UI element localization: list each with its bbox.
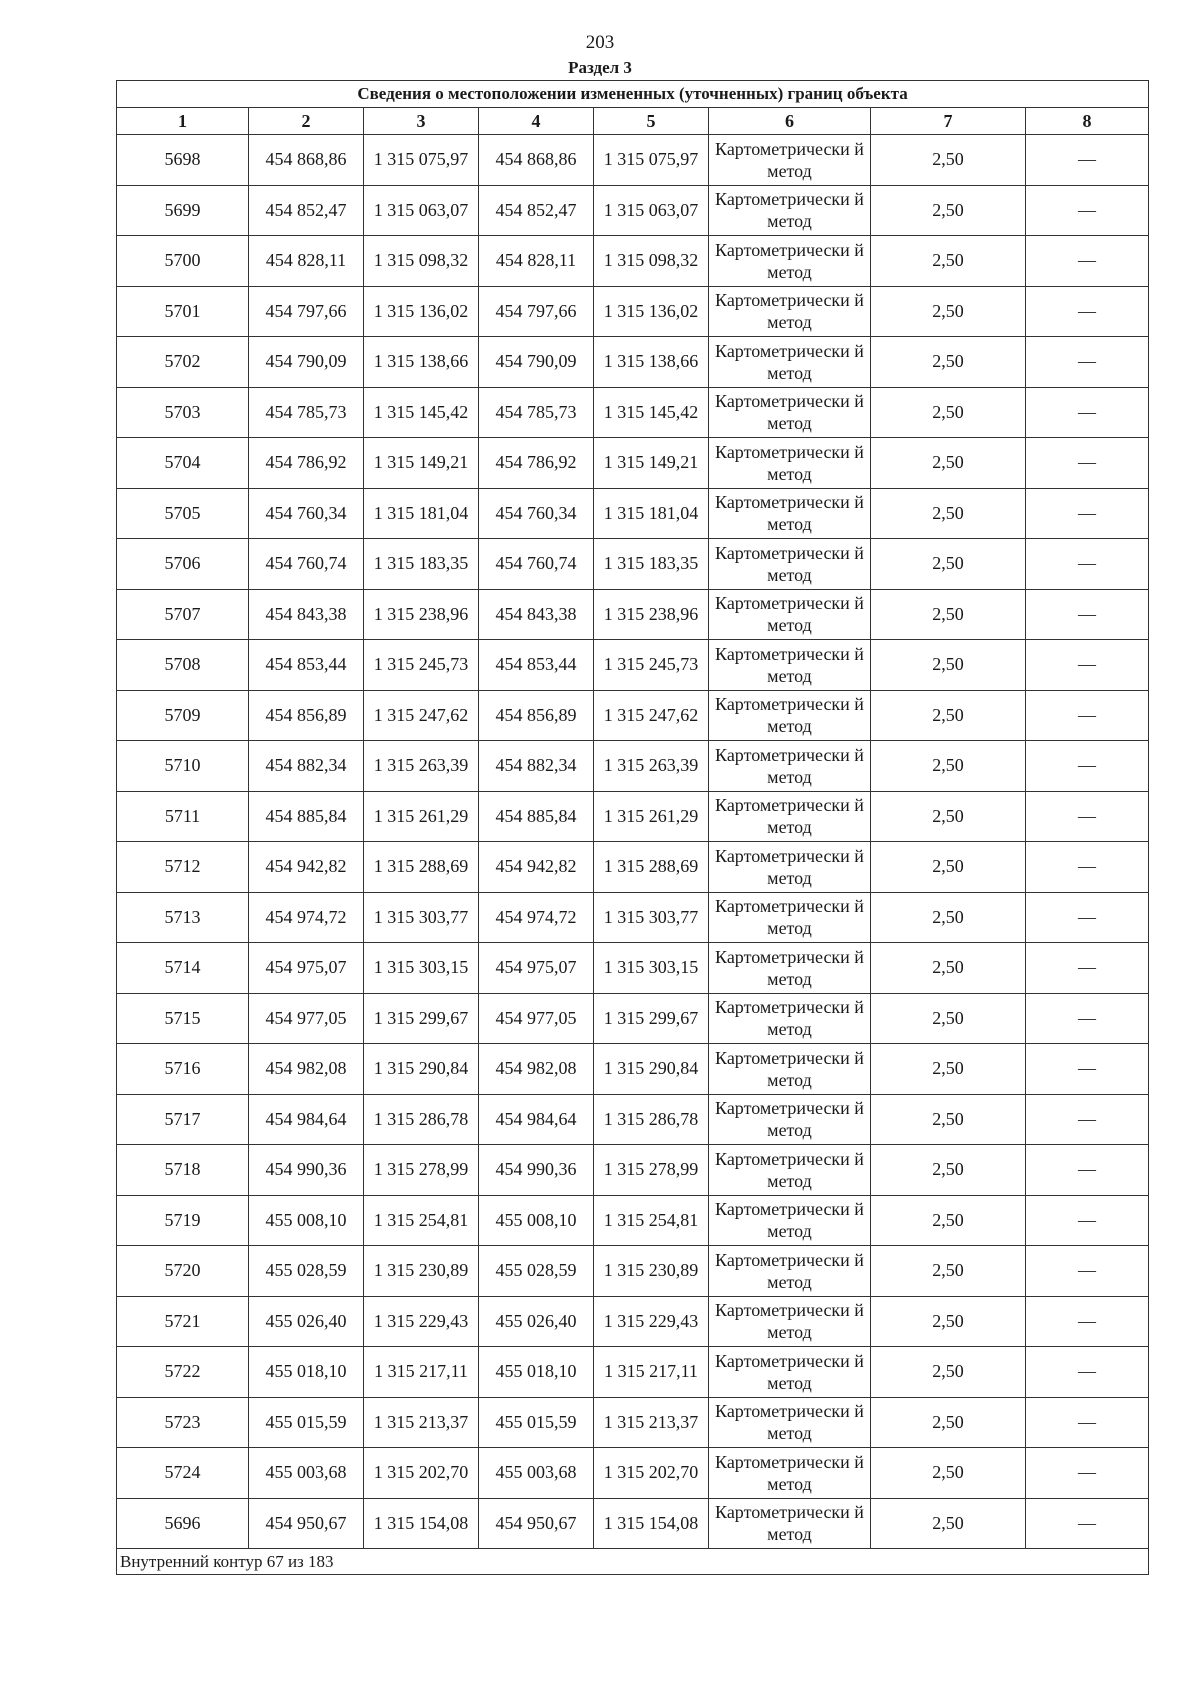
cell-accuracy: 2,50 [871, 286, 1026, 337]
cell-x-old: 455 026,40 [249, 1296, 364, 1347]
cell-y-old: 1 315 213,37 [364, 1397, 479, 1448]
cell-y-old: 1 315 149,21 [364, 438, 479, 489]
cell-description: — [1026, 943, 1149, 994]
cell-y-new: 1 315 202,70 [594, 1448, 709, 1499]
cell-point-number: 5710 [117, 741, 249, 792]
cell-y-new: 1 315 098,32 [594, 236, 709, 287]
cell-x-new: 454 942,82 [479, 842, 594, 893]
cell-y-old: 1 315 136,02 [364, 286, 479, 337]
cell-accuracy: 2,50 [871, 690, 1026, 741]
cell-description: — [1026, 1448, 1149, 1499]
cell-description: — [1026, 1145, 1149, 1196]
cell-x-new: 454 797,66 [479, 286, 594, 337]
cell-description: — [1026, 640, 1149, 691]
column-header: 5 [594, 108, 709, 135]
cell-description: — [1026, 1246, 1149, 1297]
cell-x-old: 454 790,09 [249, 337, 364, 388]
cell-description: — [1026, 488, 1149, 539]
cell-y-old: 1 315 154,08 [364, 1498, 479, 1549]
cell-point-number: 5721 [117, 1296, 249, 1347]
table-row [117, 438, 1149, 489]
coordinates-table [116, 80, 1149, 1575]
cell-accuracy: 2,50 [871, 993, 1026, 1044]
cell-method: Картометрически й метод [709, 842, 871, 893]
table-header-row [117, 108, 1149, 135]
cell-x-old: 454 828,11 [249, 236, 364, 287]
cell-point-number: 5718 [117, 1145, 249, 1196]
column-header: 8 [1026, 108, 1149, 135]
table-row [117, 1094, 1149, 1145]
cell-x-old: 455 008,10 [249, 1195, 364, 1246]
cell-x-old: 454 797,66 [249, 286, 364, 337]
cell-method: Картометрически й метод [709, 993, 871, 1044]
cell-point-number: 5704 [117, 438, 249, 489]
cell-x-old: 454 760,34 [249, 488, 364, 539]
cell-y-old: 1 315 303,77 [364, 892, 479, 943]
cell-description: — [1026, 791, 1149, 842]
cell-method: Картометрически й метод [709, 741, 871, 792]
cell-x-new: 455 008,10 [479, 1195, 594, 1246]
contour-note: Внутренний контур 67 из 183 [117, 1549, 1149, 1575]
cell-method: Картометрически й метод [709, 943, 871, 994]
cell-y-new: 1 315 288,69 [594, 842, 709, 893]
cell-y-old: 1 315 217,11 [364, 1347, 479, 1398]
cell-x-old: 454 975,07 [249, 943, 364, 994]
cell-point-number: 5706 [117, 539, 249, 590]
table-row [117, 589, 1149, 640]
cell-x-new: 454 868,86 [479, 135, 594, 186]
cell-x-old: 454 852,47 [249, 185, 364, 236]
cell-x-old: 454 882,34 [249, 741, 364, 792]
table-caption-row [117, 81, 1149, 108]
cell-point-number: 5702 [117, 337, 249, 388]
cell-description: — [1026, 1397, 1149, 1448]
cell-method: Картометрически й метод [709, 387, 871, 438]
column-header: 6 [709, 108, 871, 135]
cell-accuracy: 2,50 [871, 1498, 1026, 1549]
cell-method: Картометрически й метод [709, 185, 871, 236]
cell-accuracy: 2,50 [871, 791, 1026, 842]
cell-point-number: 5716 [117, 1044, 249, 1095]
cell-x-old: 455 015,59 [249, 1397, 364, 1448]
table-row [117, 337, 1149, 388]
cell-point-number: 5701 [117, 286, 249, 337]
cell-description: — [1026, 842, 1149, 893]
cell-method: Картометрически й метод [709, 1498, 871, 1549]
cell-method: Картометрически й метод [709, 1296, 871, 1347]
table-row [117, 943, 1149, 994]
cell-x-new: 454 990,36 [479, 1145, 594, 1196]
cell-point-number: 5708 [117, 640, 249, 691]
cell-y-old: 1 315 303,15 [364, 943, 479, 994]
cell-x-old: 455 018,10 [249, 1347, 364, 1398]
cell-description: — [1026, 337, 1149, 388]
cell-point-number: 5723 [117, 1397, 249, 1448]
cell-point-number: 5709 [117, 690, 249, 741]
cell-point-number: 5722 [117, 1347, 249, 1398]
cell-accuracy: 2,50 [871, 337, 1026, 388]
cell-x-new: 455 028,59 [479, 1246, 594, 1297]
cell-y-new: 1 315 230,89 [594, 1246, 709, 1297]
column-header: 4 [479, 108, 594, 135]
cell-x-new: 454 974,72 [479, 892, 594, 943]
cell-description: — [1026, 993, 1149, 1044]
table-row [117, 488, 1149, 539]
column-header: 2 [249, 108, 364, 135]
cell-x-new: 454 950,67 [479, 1498, 594, 1549]
cell-x-new: 454 982,08 [479, 1044, 594, 1095]
cell-x-old: 454 786,92 [249, 438, 364, 489]
cell-x-old: 454 950,67 [249, 1498, 364, 1549]
cell-y-old: 1 315 138,66 [364, 337, 479, 388]
cell-method: Картометрически й метод [709, 539, 871, 590]
cell-point-number: 5717 [117, 1094, 249, 1145]
cell-method: Картометрически й метод [709, 438, 871, 489]
cell-accuracy: 2,50 [871, 1448, 1026, 1499]
cell-accuracy: 2,50 [871, 589, 1026, 640]
cell-y-new: 1 315 245,73 [594, 640, 709, 691]
cell-y-new: 1 315 299,67 [594, 993, 709, 1044]
cell-y-old: 1 315 261,29 [364, 791, 479, 842]
cell-x-new: 454 785,73 [479, 387, 594, 438]
table-row [117, 842, 1149, 893]
cell-description: — [1026, 438, 1149, 489]
cell-accuracy: 2,50 [871, 1397, 1026, 1448]
table-row [117, 1195, 1149, 1246]
page-number: 203 [585, 32, 615, 53]
cell-accuracy: 2,50 [871, 135, 1026, 186]
column-header: 3 [364, 108, 479, 135]
cell-point-number: 5724 [117, 1448, 249, 1499]
cell-y-old: 1 315 230,89 [364, 1246, 479, 1297]
cell-method: Картометрически й метод [709, 1246, 871, 1297]
cell-method: Картометрически й метод [709, 690, 871, 741]
cell-accuracy: 2,50 [871, 640, 1026, 691]
cell-y-old: 1 315 263,39 [364, 741, 479, 792]
table-row [117, 640, 1149, 691]
cell-x-new: 455 003,68 [479, 1448, 594, 1499]
cell-y-new: 1 315 286,78 [594, 1094, 709, 1145]
cell-x-old: 454 785,73 [249, 387, 364, 438]
cell-y-old: 1 315 202,70 [364, 1448, 479, 1499]
cell-x-new: 454 856,89 [479, 690, 594, 741]
cell-y-new: 1 315 075,97 [594, 135, 709, 186]
cell-method: Картометрически й метод [709, 892, 871, 943]
cell-y-old: 1 315 145,42 [364, 387, 479, 438]
cell-x-old: 454 984,64 [249, 1094, 364, 1145]
cell-point-number: 5698 [117, 135, 249, 186]
cell-description: — [1026, 539, 1149, 590]
cell-description: — [1026, 741, 1149, 792]
cell-method: Картометрически й метод [709, 337, 871, 388]
table-row [117, 1246, 1149, 1297]
cell-y-old: 1 315 290,84 [364, 1044, 479, 1095]
cell-description: — [1026, 185, 1149, 236]
table-caption: Сведения о местоположении измененных (уточненных) границ объекта [117, 81, 1149, 108]
cell-x-old: 454 760,74 [249, 539, 364, 590]
cell-point-number: 5696 [117, 1498, 249, 1549]
cell-x-new: 454 843,38 [479, 589, 594, 640]
table-row [117, 1044, 1149, 1095]
cell-accuracy: 2,50 [871, 892, 1026, 943]
cell-accuracy: 2,50 [871, 1195, 1026, 1246]
cell-y-new: 1 315 278,99 [594, 1145, 709, 1196]
cell-y-old: 1 315 286,78 [364, 1094, 479, 1145]
table-row [117, 236, 1149, 287]
cell-y-new: 1 315 263,39 [594, 741, 709, 792]
cell-x-old: 454 868,86 [249, 135, 364, 186]
cell-y-old: 1 315 278,99 [364, 1145, 479, 1196]
cell-x-new: 455 026,40 [479, 1296, 594, 1347]
cell-y-new: 1 315 063,07 [594, 185, 709, 236]
cell-accuracy: 2,50 [871, 539, 1026, 590]
cell-point-number: 5714 [117, 943, 249, 994]
table-row [117, 741, 1149, 792]
cell-y-new: 1 315 154,08 [594, 1498, 709, 1549]
cell-x-old: 454 977,05 [249, 993, 364, 1044]
cell-y-old: 1 315 183,35 [364, 539, 479, 590]
table-row [117, 1498, 1149, 1549]
cell-method: Картометрически й метод [709, 135, 871, 186]
cell-description: — [1026, 387, 1149, 438]
table-row [117, 1397, 1149, 1448]
table-row [117, 539, 1149, 590]
cell-description: — [1026, 286, 1149, 337]
cell-point-number: 5711 [117, 791, 249, 842]
cell-accuracy: 2,50 [871, 387, 1026, 438]
cell-x-old: 454 990,36 [249, 1145, 364, 1196]
cell-y-old: 1 315 181,04 [364, 488, 479, 539]
cell-y-new: 1 315 254,81 [594, 1195, 709, 1246]
cell-method: Картометрически й метод [709, 640, 871, 691]
cell-x-new: 454 852,47 [479, 185, 594, 236]
cell-method: Картометрически й метод [709, 236, 871, 287]
table-row [117, 135, 1149, 186]
cell-accuracy: 2,50 [871, 1246, 1026, 1297]
cell-y-new: 1 315 181,04 [594, 488, 709, 539]
cell-y-new: 1 315 145,42 [594, 387, 709, 438]
cell-point-number: 5720 [117, 1246, 249, 1297]
cell-description: — [1026, 1195, 1149, 1246]
cell-x-old: 454 885,84 [249, 791, 364, 842]
cell-y-new: 1 315 136,02 [594, 286, 709, 337]
table-row [117, 993, 1149, 1044]
cell-y-new: 1 315 290,84 [594, 1044, 709, 1095]
cell-point-number: 5713 [117, 892, 249, 943]
cell-description: — [1026, 135, 1149, 186]
table-row [117, 1145, 1149, 1196]
cell-x-new: 454 977,05 [479, 993, 594, 1044]
cell-y-new: 1 315 303,77 [594, 892, 709, 943]
cell-accuracy: 2,50 [871, 943, 1026, 994]
cell-accuracy: 2,50 [871, 236, 1026, 287]
cell-y-old: 1 315 245,73 [364, 640, 479, 691]
cell-accuracy: 2,50 [871, 1044, 1026, 1095]
cell-y-new: 1 315 183,35 [594, 539, 709, 590]
cell-x-new: 454 828,11 [479, 236, 594, 287]
table-row [117, 387, 1149, 438]
cell-y-new: 1 315 213,37 [594, 1397, 709, 1448]
column-header: 7 [871, 108, 1026, 135]
cell-description: — [1026, 690, 1149, 741]
cell-accuracy: 2,50 [871, 741, 1026, 792]
cell-x-new: 454 975,07 [479, 943, 594, 994]
cell-accuracy: 2,50 [871, 1296, 1026, 1347]
table-footer-row [117, 1549, 1149, 1575]
cell-y-old: 1 315 299,67 [364, 993, 479, 1044]
table-row [117, 690, 1149, 741]
cell-description: — [1026, 1044, 1149, 1095]
cell-accuracy: 2,50 [871, 842, 1026, 893]
cell-description: — [1026, 236, 1149, 287]
cell-description: — [1026, 1094, 1149, 1145]
cell-x-old: 454 982,08 [249, 1044, 364, 1095]
cell-x-new: 454 760,34 [479, 488, 594, 539]
cell-accuracy: 2,50 [871, 1145, 1026, 1196]
cell-point-number: 5707 [117, 589, 249, 640]
cell-point-number: 5705 [117, 488, 249, 539]
table-row [117, 286, 1149, 337]
cell-description: — [1026, 1296, 1149, 1347]
cell-x-old: 455 003,68 [249, 1448, 364, 1499]
table-row [117, 1347, 1149, 1398]
cell-point-number: 5712 [117, 842, 249, 893]
cell-x-old: 454 843,38 [249, 589, 364, 640]
cell-y-old: 1 315 229,43 [364, 1296, 479, 1347]
cell-method: Картометрически й метод [709, 791, 871, 842]
cell-point-number: 5700 [117, 236, 249, 287]
cell-method: Картометрически й метод [709, 1145, 871, 1196]
cell-x-new: 454 885,84 [479, 791, 594, 842]
cell-point-number: 5699 [117, 185, 249, 236]
cell-y-new: 1 315 138,66 [594, 337, 709, 388]
cell-y-new: 1 315 261,29 [594, 791, 709, 842]
cell-x-new: 454 984,64 [479, 1094, 594, 1145]
cell-x-old: 454 974,72 [249, 892, 364, 943]
cell-accuracy: 2,50 [871, 488, 1026, 539]
cell-x-new: 454 853,44 [479, 640, 594, 691]
cell-x-old: 454 856,89 [249, 690, 364, 741]
column-header: 1 [117, 108, 249, 135]
cell-accuracy: 2,50 [871, 1094, 1026, 1145]
cell-description: — [1026, 892, 1149, 943]
table-row [117, 892, 1149, 943]
cell-y-new: 1 315 229,43 [594, 1296, 709, 1347]
table-row [117, 185, 1149, 236]
cell-x-old: 455 028,59 [249, 1246, 364, 1297]
cell-method: Картометрически й метод [709, 1044, 871, 1095]
cell-accuracy: 2,50 [871, 185, 1026, 236]
cell-description: — [1026, 1498, 1149, 1549]
cell-y-old: 1 315 288,69 [364, 842, 479, 893]
cell-accuracy: 2,50 [871, 438, 1026, 489]
section-title: Раздел 3 [568, 58, 632, 77]
cell-y-new: 1 315 303,15 [594, 943, 709, 994]
table-row [117, 1296, 1149, 1347]
cell-method: Картометрически й метод [709, 1094, 871, 1145]
cell-y-old: 1 315 247,62 [364, 690, 479, 741]
cell-y-new: 1 315 238,96 [594, 589, 709, 640]
cell-x-new: 454 760,74 [479, 539, 594, 590]
cell-y-new: 1 315 217,11 [594, 1347, 709, 1398]
cell-x-new: 454 790,09 [479, 337, 594, 388]
table-row [117, 1448, 1149, 1499]
cell-accuracy: 2,50 [871, 1347, 1026, 1398]
cell-x-new: 455 018,10 [479, 1347, 594, 1398]
cell-method: Картометрически й метод [709, 1448, 871, 1499]
cell-method: Картометрически й метод [709, 1195, 871, 1246]
cell-method: Картометрически й метод [709, 286, 871, 337]
cell-x-old: 454 942,82 [249, 842, 364, 893]
cell-y-old: 1 315 254,81 [364, 1195, 479, 1246]
cell-method: Картометрически й метод [709, 589, 871, 640]
table-row [117, 791, 1149, 842]
cell-point-number: 5703 [117, 387, 249, 438]
cell-description: — [1026, 1347, 1149, 1398]
cell-y-old: 1 315 098,32 [364, 236, 479, 287]
cell-method: Картометрически й метод [709, 1347, 871, 1398]
cell-x-new: 454 786,92 [479, 438, 594, 489]
cell-x-new: 454 882,34 [479, 741, 594, 792]
cell-point-number: 5719 [117, 1195, 249, 1246]
cell-description: — [1026, 589, 1149, 640]
cell-x-old: 454 853,44 [249, 640, 364, 691]
cell-y-old: 1 315 075,97 [364, 135, 479, 186]
cell-method: Картометрически й метод [709, 1397, 871, 1448]
cell-y-old: 1 315 238,96 [364, 589, 479, 640]
cell-y-new: 1 315 149,21 [594, 438, 709, 489]
cell-y-old: 1 315 063,07 [364, 185, 479, 236]
cell-method: Картометрически й метод [709, 488, 871, 539]
cell-y-new: 1 315 247,62 [594, 690, 709, 741]
cell-x-new: 455 015,59 [479, 1397, 594, 1448]
cell-point-number: 5715 [117, 993, 249, 1044]
